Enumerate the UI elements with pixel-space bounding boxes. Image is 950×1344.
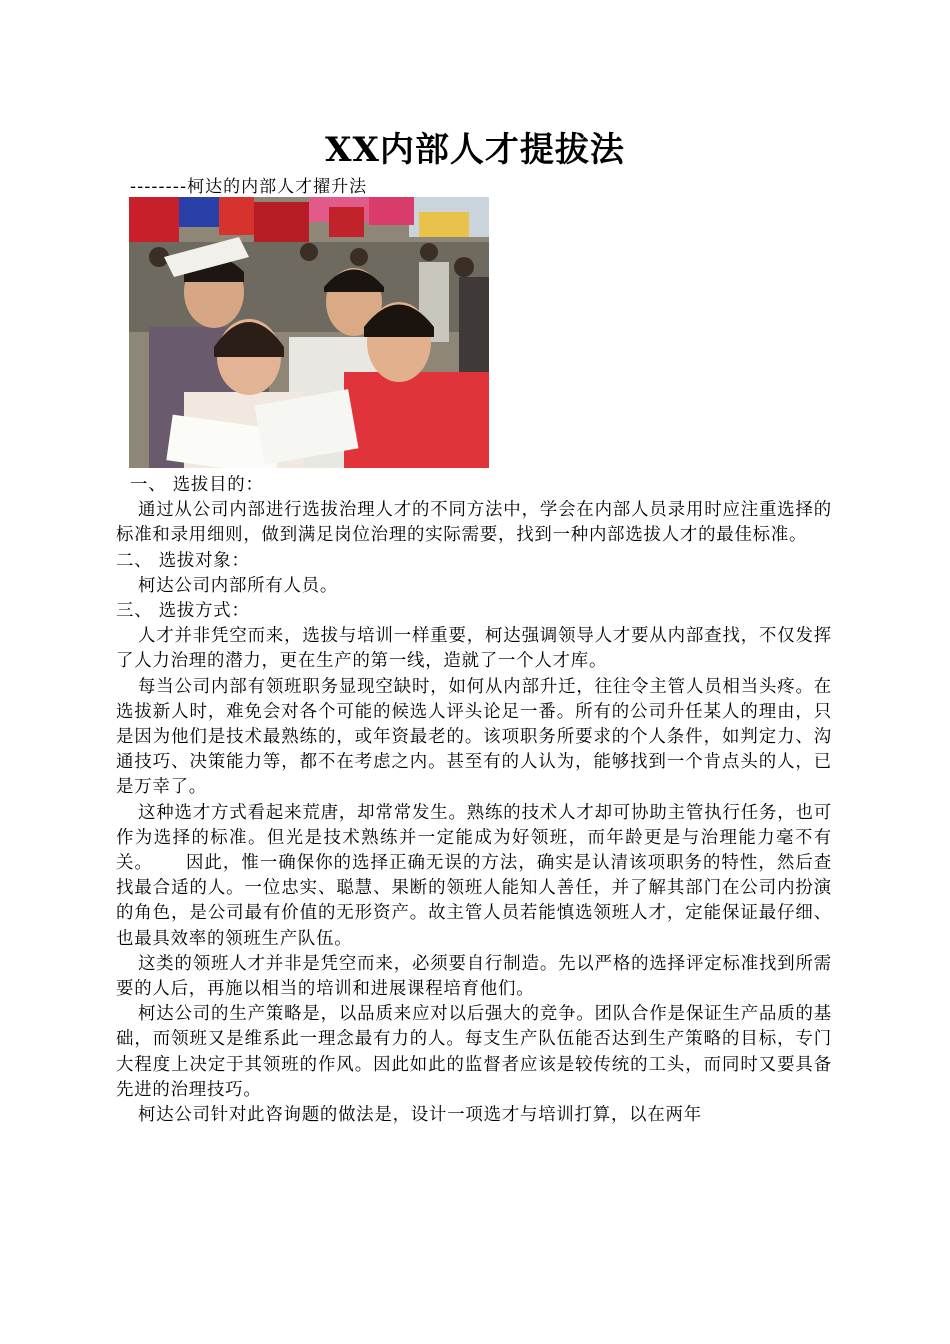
paragraph: 这类的领班人才并非是凭空而来，必须要自行制造。先以严格的选择评定标准找到所需要的人后，再施以相当的培训和进展课程培育他们。 <box>116 953 832 1000</box>
paragraph: 柯达公司的生产策略是，以品质来应对以后强大的竞争。团队合作是保证生产品质的基础，而领班又是维系此一理念最有力的人。每支生产队伍能否达到生产策略的目标，专门大程度上决定于其领班的作风。因此如此的监督者应该是较传统的工头，而同时又要具备先进的治理技巧。 <box>116 1004 832 1100</box>
job-fair-photo <box>129 197 489 468</box>
document-body <box>116 473 832 1128</box>
section-heading-purpose: 一、 选拔目的： <box>130 475 264 495</box>
paragraph: 人才并非凭空而来，选拔与培训一样重要，柯达强调领导人才要从内部查找，不仅发挥了人力治理的潜力，更在生产的第一线，造就了一个人才库。 <box>116 626 832 672</box>
paragraph: 柯达公司针对此咨询题的做法是，设计一项选才与培训打算，以在两年 <box>138 1105 702 1126</box>
paragraph: 柯达公司内部所有人员。 <box>138 575 339 596</box>
paragraph: 通过从公司内部进行选拔治理人才的不同方法中，学会在内部人员录用时应注重选择的标准和录用细则，做到满足岗位治理的实际需要，找到一种内部选拔人才的最佳标准。 <box>116 500 832 546</box>
section-heading-target: 二、 选拔对象： <box>116 550 250 571</box>
paragraph: 每当公司内部有领班职务显现空缺时，如何从内部升迁，往往令主管人员相当头疼。在选拔新人时，难免会对各个可能的候选人评头论足一番。所有的公司升任某人的理由，只是因为他们是技术最熟练的，或年资最老的。该项职务所要求的个人条件，如判定力、沟通技巧、决策能力等，都不在考虑之内。甚至有的人认为，能够找到一个肯点头的人，已是万幸了。 <box>116 676 832 798</box>
document-subtitle: --------柯达的内部人才擢升法 <box>130 177 368 197</box>
section-heading-method: 三、 选拔方式： <box>116 601 250 622</box>
paragraph: 这种选才方式看起来荒唐，却常常发生。熟练的技术人才却可协助主管执行任务，也可作为选择的标准。但光是技术熟练并一定能成为好领班，而年龄更是与治理能力毫不有关。 因此，惟一确保你的选择正确无误的方法，确实是认清该项职务的特性，然后查找最合适的人。一位忠实、聪慧、果断的领班人能知人善任，并了解其部门在公司内扮演的角色，是公司最有价值的无形资产。故主管人员若能慎选领班人才，定能保证最仔细、也最具效率的领班生产队伍。 <box>116 802 832 949</box>
document-title: XX内部人才提拔法 <box>325 130 625 170</box>
